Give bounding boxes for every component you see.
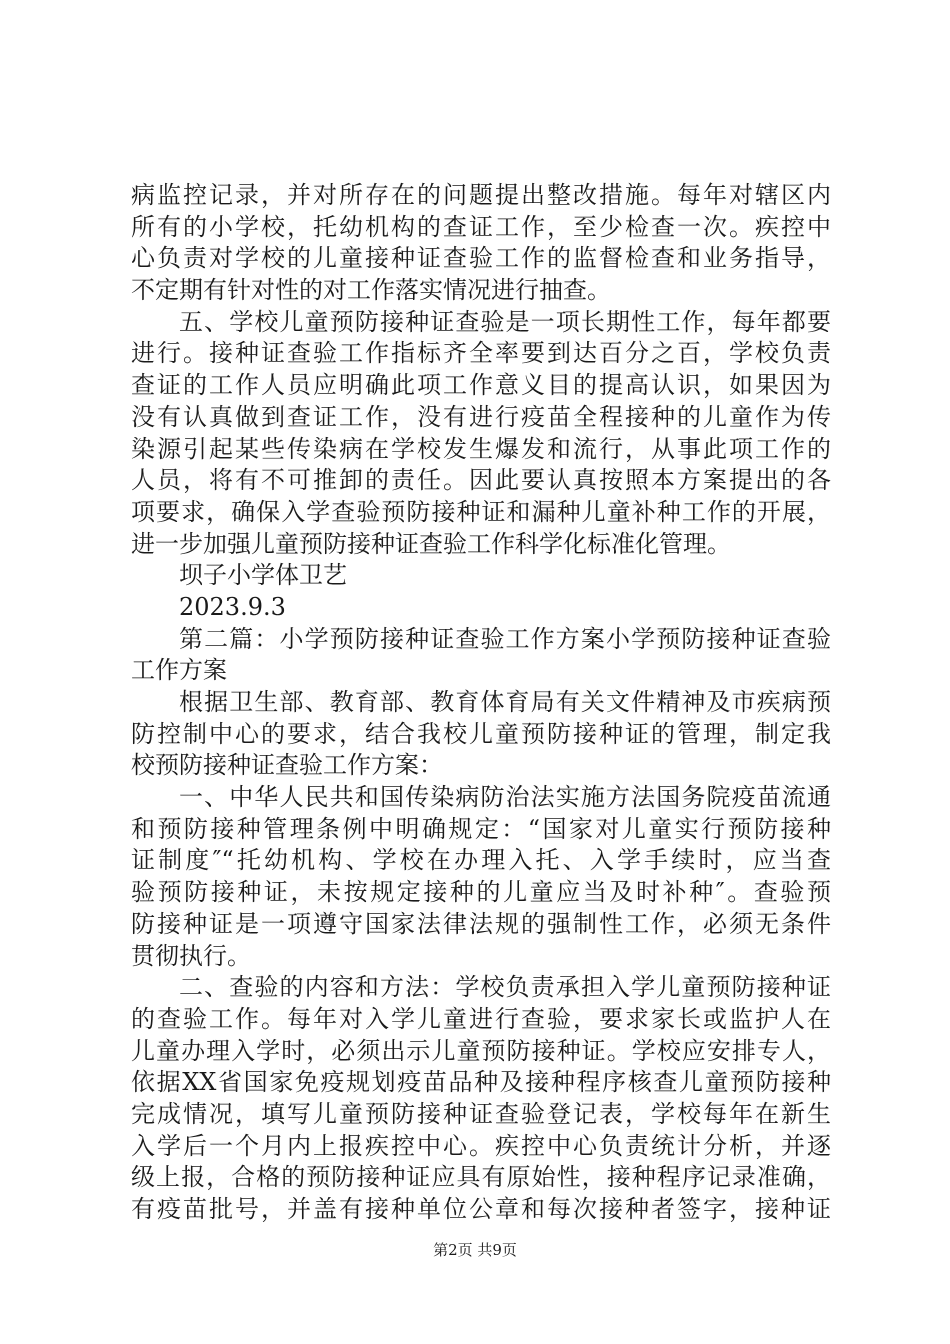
text-line: 校预防接种证查验工作方案：	[131, 751, 443, 780]
text-line: 的查验工作。每年对入学儿童进行查验，要求家长或监护人在	[131, 1004, 831, 1033]
text-line: 依据XX省国家免疫规划疫苗品种及接种程序核查儿童预防接种	[131, 1068, 831, 1097]
text-line: 第二篇：小学预防接种证查验工作方案小学预防接种证查验	[179, 624, 831, 653]
text-line: 证制度″“托幼机构、学校在办理入托、入学手续时，应当查	[131, 846, 831, 875]
text-line: 防控制中心的要求，结合我校儿童预防接种证的管理，制定我	[131, 719, 831, 748]
text-line: 所有的小学校，托幼机构的查证工作，至少检查一次。疾控中	[131, 212, 831, 241]
text-line: 项要求，确保入学查验预防接种证和漏种儿童补种工作的开展，	[131, 497, 831, 526]
text-line: 查证的工作人员应明确此项工作意义目的提高认识，如果因为	[131, 371, 831, 400]
text-line: 坝子小学体卫艺	[179, 561, 347, 590]
page-footer: 第2页 共9页	[433, 1241, 517, 1259]
text-line: 贯彻执行。	[131, 941, 251, 970]
text-line: 没有认真做到查证工作，没有进行疫苗全程接种的儿童作为传	[131, 402, 831, 431]
text-line: 和预防接种管理条例中明确规定：“国家对儿童实行预防接种	[131, 814, 831, 843]
text-line: 完成情况，填写儿童预防接种证查验登记表，学校每年在新生	[131, 1099, 831, 1128]
text-line: 验预防接种证，未按规定接种的儿童应当及时补种″。查验预	[131, 878, 831, 907]
text-line: 防接种证是一项遵守国家法律法规的强制性工作，必须无条件	[131, 909, 831, 938]
text-line: 心负责对学校的儿童接种证查验工作的监督检查和业务指导，	[131, 244, 831, 273]
text-line: 二、查验的内容和方法：学校负责承担入学儿童预防接种证	[179, 973, 831, 1002]
text-line: 级上报，合格的预防接种证应具有原始性，接种程序记录准确，	[131, 1163, 831, 1192]
text-line: 入学后一个月内上报疾控中心。疾控中心负责统计分析，并逐	[131, 1131, 831, 1160]
text-line: 五、学校儿童预防接种证查验是一项长期性工作，每年都要	[179, 307, 831, 336]
text-line: 一、中华人民共和国传染病防治法实施方法国务院疫苗流通	[179, 783, 831, 812]
text-line: 有疫苗批号，并盖有接种单位公章和每次接种者签字，接种证	[131, 1195, 831, 1223]
text-line: 儿童办理入学时，必须出示儿童预防接种证。学校应安排专人，	[131, 1036, 831, 1065]
text-line: 不定期有针对性的对工作落实情况进行抽查。	[131, 276, 611, 305]
text-line: 根据卫生部、教育部、教育体育局有关文件精神及市疾病预	[179, 688, 831, 716]
text-line: 工作方案	[131, 656, 227, 685]
text-line: 2023.9.3	[179, 592, 286, 621]
text-line: 进一步加强儿童预防接种证查验工作科学化标准化管理。	[131, 529, 731, 558]
text-line: 染源引起某些传染病在学校发生爆发和流行，从事此项工作的	[131, 434, 831, 463]
text-line: 人员，将有不可推卸的责任。因此要认真按照本方案提出的各	[131, 466, 831, 495]
text-line: 进行。接种证查验工作指标齐全率要到达百分之百，学校负责	[131, 339, 831, 368]
document-body	[131, 180, 831, 1226]
text-line: 病监控记录，并对所存在的问题提出整改措施。每年对辖区内	[131, 181, 831, 209]
